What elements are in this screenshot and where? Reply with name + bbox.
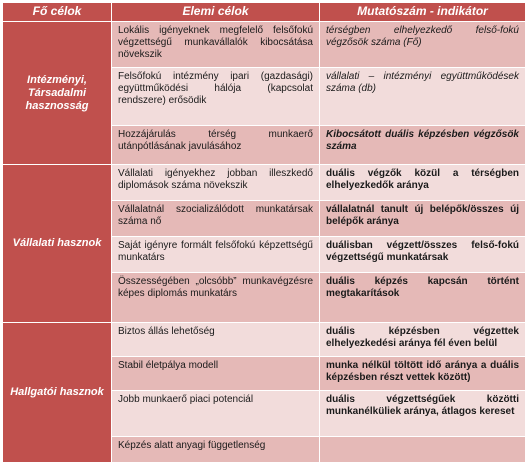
- goal-cell: Hozzájárulás térség munkaerő utánpótlásának javulásához: [112, 126, 320, 165]
- indicator-cell: duális képzés kapcsán történt megtakarítások: [320, 273, 526, 323]
- objectives-table-container: [2, 2, 525, 463]
- goal-cell: Felsőfokú intézmény ipari (gazdasági) együttműködési hálója (kapcsolat rendszere) erősödik: [112, 68, 320, 126]
- group-student: Hallgatói hasznok: [3, 323, 112, 463]
- indicator-cell: duális végzettségűek közötti munkanélküliek aránya, átlagos kereset: [320, 391, 526, 437]
- table-row: [3, 165, 526, 201]
- goal-cell: Lokális igényeknek megfelelő felsőfokú végzettségű munkavállalók kibocsátása növekszik: [112, 22, 320, 68]
- header-indicator: Mutatószám - indikátor: [320, 3, 526, 22]
- table-row: [3, 323, 526, 357]
- indicator-cell: vállalatnál tanult új belépők/összes új belépők aránya: [320, 201, 526, 237]
- goal-cell: Saját igényre formált felsőfokú képzettségű munkatárs: [112, 237, 320, 273]
- header-main-goals: Fő célok: [3, 3, 112, 22]
- group-company: Vállalati hasznok: [3, 165, 112, 323]
- table-row: [3, 22, 526, 68]
- goal-cell: Jobb munkaerő piaci potenciál: [112, 391, 320, 437]
- goal-cell: Összességében „olcsóbb” munkavégzésre képes diplomás munkatárs: [112, 273, 320, 323]
- indicator-cell: duális képzésben végzettek elhelyezkedési aránya fél éven belül: [320, 323, 526, 357]
- indicator-cell: duális végzők közül a térségben elhelyezkedők aránya: [320, 165, 526, 201]
- goal-cell: Vállalatnál szocializálódott munkatársak száma nő: [112, 201, 320, 237]
- group-institutional: Intézményi, Társadalmi hasznosság: [3, 22, 112, 165]
- indicator-cell: Kibocsátott duális képzésben végzősök száma: [320, 126, 526, 165]
- indicator-cell: térségben elhelyezkedő felső-fokú végzősök száma (Fő): [320, 22, 526, 68]
- goal-cell: Vállalati igényekhez jobban illeszkedő diplomások száma növekszik: [112, 165, 320, 201]
- header-elementary-goals: Elemi célok: [112, 3, 320, 22]
- indicator-cell: munka nélkül töltött idő aránya a duális képzésben részt vettek között): [320, 357, 526, 391]
- header-row: [3, 3, 526, 22]
- indicator-cell: [320, 437, 526, 463]
- objectives-table: [2, 2, 526, 463]
- goal-cell: Biztos állás lehetőség: [112, 323, 320, 357]
- goal-cell: Stabil életpálya modell: [112, 357, 320, 391]
- indicator-cell: duálisban végzett/összes felső-fokú végzettségű munkatársak: [320, 237, 526, 273]
- indicator-cell: vállalati – intézményi együttműködések száma (db): [320, 68, 526, 126]
- goal-cell: Képzés alatt anyagi függetlenség: [112, 437, 320, 463]
